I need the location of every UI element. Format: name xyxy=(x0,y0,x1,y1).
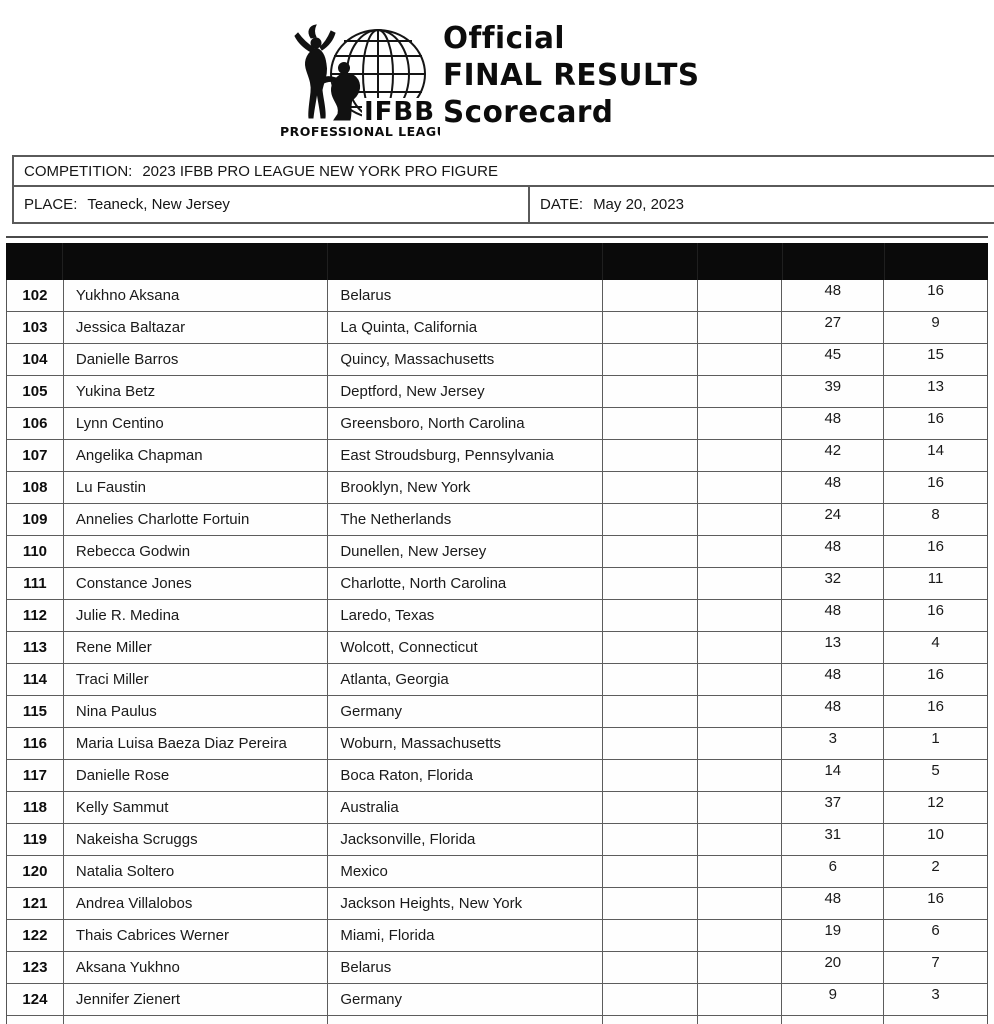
final-place: 16 xyxy=(927,474,944,491)
competitor-number: 108 xyxy=(7,472,64,503)
competitor-location: Australia xyxy=(328,792,602,823)
total-score: 13 xyxy=(782,632,884,663)
final-place: 16 xyxy=(927,538,944,555)
place-label: PLACE: xyxy=(24,196,78,213)
final-place: 16 xyxy=(927,666,944,683)
blank-score-cell xyxy=(603,856,698,887)
results-rows xyxy=(6,280,988,1024)
competitor-location: Laredo, Texas xyxy=(328,600,602,631)
competitor-name: Angelika Chapman xyxy=(64,440,328,471)
blank-score-cell xyxy=(698,440,783,471)
competition-info-box xyxy=(12,155,994,224)
competitor-name: Julie R. Medina xyxy=(64,600,328,631)
blank-score-cell xyxy=(698,792,783,823)
header-cell-blank1 xyxy=(603,243,698,280)
final-place: 16 xyxy=(927,602,944,619)
final-place: 3 xyxy=(931,986,940,1003)
competitor-number: 103 xyxy=(7,312,64,343)
competitor-name: Jennifer Zienert xyxy=(64,984,328,1015)
table-row xyxy=(7,824,987,856)
total-score: 48 xyxy=(782,472,884,503)
table-row xyxy=(7,536,987,568)
competitor-location: Charlotte, North Carolina xyxy=(328,568,602,599)
competition-row xyxy=(14,157,994,187)
blank-score-cell xyxy=(698,920,783,951)
blank-score-cell xyxy=(698,280,783,311)
competitor-number: 121 xyxy=(7,888,64,919)
ifbb-logo xyxy=(278,16,440,138)
competitor-number: 123 xyxy=(7,952,64,983)
header-cell-blank2 xyxy=(698,243,783,280)
total-score: 48 xyxy=(782,664,884,695)
competitor-name: Thais Cabrices Werner xyxy=(64,920,328,951)
blank-score-cell xyxy=(603,472,698,503)
table-row xyxy=(7,632,987,664)
final-place: 8 xyxy=(931,506,940,523)
competitor-name: Nina Paulus xyxy=(64,696,328,727)
final-place: 14 xyxy=(927,442,944,459)
document-title xyxy=(443,20,705,131)
final-place: 15 xyxy=(927,346,944,363)
competitor-location: Mexico xyxy=(328,856,602,887)
table-row xyxy=(7,760,987,792)
table-row xyxy=(7,568,987,600)
table-row xyxy=(7,728,987,760)
competitor-name: Kelly Sammut xyxy=(64,792,328,823)
competitor-number: 104 xyxy=(7,344,64,375)
blank-score-cell xyxy=(603,728,698,759)
competitor-location: Wolcott, Connecticut xyxy=(328,632,602,663)
competitor-name: Andrea Villalobos xyxy=(64,888,328,919)
blank-score-cell xyxy=(603,792,698,823)
competitor-location: Germany xyxy=(328,984,602,1015)
total-score: 48 xyxy=(782,408,884,439)
blank-score-cell xyxy=(603,280,698,311)
header-cell-place xyxy=(885,243,988,280)
competitor-name: Maria Luisa Baeza Diaz Pereira xyxy=(64,728,328,759)
final-place: 16 xyxy=(927,698,944,715)
competitor-number: 105 xyxy=(7,376,64,407)
blank-score-cell xyxy=(698,600,783,631)
table-row xyxy=(7,888,987,920)
table-row xyxy=(7,984,987,1016)
header-cell-number xyxy=(6,243,63,280)
blank-score-cell xyxy=(603,760,698,791)
competitor-number: 119 xyxy=(7,824,64,855)
total-score: 14 xyxy=(782,760,884,791)
competitor-location: Greensboro, North Carolina xyxy=(328,408,602,439)
ifbb-suborg-text: PROFESSIONAL LEAGUE xyxy=(280,124,440,138)
final-place: 6 xyxy=(931,922,940,939)
total-score: 9 xyxy=(782,984,884,1015)
total-score: 6 xyxy=(782,856,884,887)
title-line-final-results: FINAL RESULTS xyxy=(443,58,700,93)
title-line-official: Official xyxy=(443,21,565,56)
competitor-location: Jackson Heights, New York xyxy=(328,888,602,919)
competitor-name: Yukina Betz xyxy=(64,376,328,407)
table-row xyxy=(7,376,987,408)
blank-score-cell xyxy=(603,1016,698,1024)
competitor-number: 124 xyxy=(7,984,64,1015)
competitor-name: Danielle Rose xyxy=(64,760,328,791)
blank-score-cell xyxy=(698,984,783,1015)
competitor-name: Lu Faustin xyxy=(64,472,328,503)
competitor-number: 118 xyxy=(7,792,64,823)
table-row xyxy=(7,280,987,312)
blank-score-cell xyxy=(603,632,698,663)
table-row xyxy=(7,600,987,632)
blank-score-cell xyxy=(698,824,783,855)
blank-score-cell xyxy=(603,952,698,983)
blank-score-cell xyxy=(603,600,698,631)
blank-score-cell xyxy=(698,760,783,791)
blank-score-cell xyxy=(603,568,698,599)
competitor-number: 122 xyxy=(7,920,64,951)
competitor-name: Rebecca Godwin xyxy=(64,536,328,567)
table-row xyxy=(7,408,987,440)
blank-score-cell xyxy=(698,376,783,407)
competitor-name: Jessica Baltazar xyxy=(64,312,328,343)
final-place xyxy=(884,1016,987,1024)
final-place: 5 xyxy=(931,762,940,779)
competitor-location: Boca Raton, Florida xyxy=(328,760,602,791)
table-row xyxy=(7,472,987,504)
date-label: DATE: xyxy=(540,196,584,213)
competition-label: COMPETITION: xyxy=(24,162,133,180)
competitor-number: 109 xyxy=(7,504,64,535)
total-score: 45 xyxy=(782,344,884,375)
final-place: 10 xyxy=(927,826,944,843)
blank-score-cell xyxy=(698,952,783,983)
final-place: 9 xyxy=(931,314,940,331)
total-score: 20 xyxy=(782,952,884,983)
table-row xyxy=(7,504,987,536)
competitor-location: Atlanta, Georgia xyxy=(328,664,602,695)
total-score: 48 xyxy=(782,280,884,311)
competitor-name: Natalia Soltero xyxy=(64,856,328,887)
competitor-number: 107 xyxy=(7,440,64,471)
total-score: 48 xyxy=(782,696,884,727)
competitor-number: 110 xyxy=(7,536,64,567)
competitor-name: Annelies Charlotte Fortuin xyxy=(64,504,328,535)
total-score: 24 xyxy=(782,504,884,535)
blank-score-cell xyxy=(698,696,783,727)
final-place: 16 xyxy=(927,282,944,299)
final-place: 11 xyxy=(927,570,944,587)
ifbb-logo-icon xyxy=(278,16,440,138)
blank-score-cell xyxy=(603,408,698,439)
place-value: Teaneck, New Jersey xyxy=(87,196,230,213)
competitor-number: 111 xyxy=(7,568,64,599)
total-score: 39 xyxy=(782,376,884,407)
blank-score-cell xyxy=(603,536,698,567)
table-row xyxy=(7,792,987,824)
table-header-bar xyxy=(6,243,988,280)
blank-score-cell xyxy=(698,664,783,695)
total-score xyxy=(782,1016,884,1024)
competitor-location: The Netherlands xyxy=(328,504,602,535)
competitor-location: Belarus xyxy=(328,280,602,311)
final-place: 4 xyxy=(931,634,940,651)
competitor-name: Traci Miller xyxy=(64,664,328,695)
title-line-scorecard: Scorecard xyxy=(443,95,614,130)
blank-score-cell xyxy=(603,440,698,471)
table-row xyxy=(7,664,987,696)
blank-score-cell xyxy=(698,312,783,343)
blank-score-cell xyxy=(698,536,783,567)
competitor-location: Miami, Florida xyxy=(328,920,602,951)
competitor-number: 112 xyxy=(7,600,64,631)
place-date-row xyxy=(14,187,994,222)
blank-score-cell xyxy=(698,888,783,919)
header-cell-score xyxy=(783,243,885,280)
competitor-number: 120 xyxy=(7,856,64,887)
competitor-number: 114 xyxy=(7,664,64,695)
table-row-partial xyxy=(7,1016,987,1024)
blank-score-cell xyxy=(603,376,698,407)
competitor-location: Woburn, Massachusetts xyxy=(328,728,602,759)
blank-score-cell xyxy=(698,1016,783,1024)
blank-score-cell xyxy=(603,888,698,919)
blank-score-cell xyxy=(698,408,783,439)
competitor-number xyxy=(7,1016,64,1024)
competitor-location: Brooklyn, New York xyxy=(328,472,602,503)
competitor-name: Yukhno Aksana xyxy=(64,280,328,311)
competitor-location: Quincy, Massachusetts xyxy=(328,344,602,375)
competitor-name: Nakeisha Scruggs xyxy=(64,824,328,855)
place-cell xyxy=(14,187,530,222)
blank-score-cell xyxy=(698,632,783,663)
competitor-location xyxy=(328,1016,602,1024)
table-row xyxy=(7,952,987,984)
blank-score-cell xyxy=(698,568,783,599)
table-row xyxy=(7,312,987,344)
competitor-name xyxy=(64,1016,328,1024)
total-score: 31 xyxy=(782,824,884,855)
competition-value: 2023 IFBB PRO LEAGUE NEW YORK PRO FIGURE xyxy=(142,162,498,180)
results-table xyxy=(6,236,988,1024)
competitor-location: Germany xyxy=(328,696,602,727)
header-cell-location xyxy=(328,243,603,280)
competitor-number: 113 xyxy=(7,632,64,663)
blank-score-cell xyxy=(603,504,698,535)
blank-score-cell xyxy=(603,664,698,695)
competitor-location: Dunellen, New Jersey xyxy=(328,536,602,567)
table-row xyxy=(7,856,987,888)
final-place: 16 xyxy=(927,410,944,427)
total-score: 42 xyxy=(782,440,884,471)
competitor-name: Rene Miller xyxy=(64,632,328,663)
blank-score-cell xyxy=(603,984,698,1015)
blank-score-cell xyxy=(698,472,783,503)
competitor-number: 115 xyxy=(7,696,64,727)
table-row xyxy=(7,344,987,376)
header-cell-name xyxy=(63,243,328,280)
total-score: 48 xyxy=(782,600,884,631)
date-cell xyxy=(530,187,994,222)
competitor-name: Danielle Barros xyxy=(64,344,328,375)
blank-score-cell xyxy=(698,728,783,759)
blank-score-cell xyxy=(603,344,698,375)
competitor-number: 102 xyxy=(7,280,64,311)
blank-score-cell xyxy=(698,856,783,887)
competitor-name: Aksana Yukhno xyxy=(64,952,328,983)
date-value: May 20, 2023 xyxy=(593,196,684,213)
final-place: 13 xyxy=(927,378,944,395)
final-place: 12 xyxy=(927,794,944,811)
competitor-location: East Stroudsburg, Pennsylvania xyxy=(328,440,602,471)
final-place: 1 xyxy=(931,730,940,747)
blank-score-cell xyxy=(698,344,783,375)
competitor-location: Belarus xyxy=(328,952,602,983)
blank-score-cell xyxy=(603,312,698,343)
total-score: 32 xyxy=(782,568,884,599)
total-score: 27 xyxy=(782,312,884,343)
competitor-location: Deptford, New Jersey xyxy=(328,376,602,407)
total-score: 19 xyxy=(782,920,884,951)
competitor-location: Jacksonville, Florida xyxy=(328,824,602,855)
final-place: 7 xyxy=(931,954,940,971)
blank-score-cell xyxy=(698,504,783,535)
table-top-border xyxy=(6,236,988,243)
table-row xyxy=(7,696,987,728)
total-score: 48 xyxy=(782,888,884,919)
final-place: 16 xyxy=(927,890,944,907)
ifbb-org-text: IFBB xyxy=(364,97,436,127)
blank-score-cell xyxy=(603,920,698,951)
table-row xyxy=(7,440,987,472)
total-score: 48 xyxy=(782,536,884,567)
competitor-number: 116 xyxy=(7,728,64,759)
blank-score-cell xyxy=(603,824,698,855)
table-row xyxy=(7,920,987,952)
competitor-location: La Quinta, California xyxy=(328,312,602,343)
final-place: 2 xyxy=(931,858,940,875)
competitor-name: Constance Jones xyxy=(64,568,328,599)
competitor-name: Lynn Centino xyxy=(64,408,328,439)
competitor-number: 117 xyxy=(7,760,64,791)
blank-score-cell xyxy=(603,696,698,727)
total-score: 37 xyxy=(782,792,884,823)
competitor-number: 106 xyxy=(7,408,64,439)
total-score: 3 xyxy=(782,728,884,759)
